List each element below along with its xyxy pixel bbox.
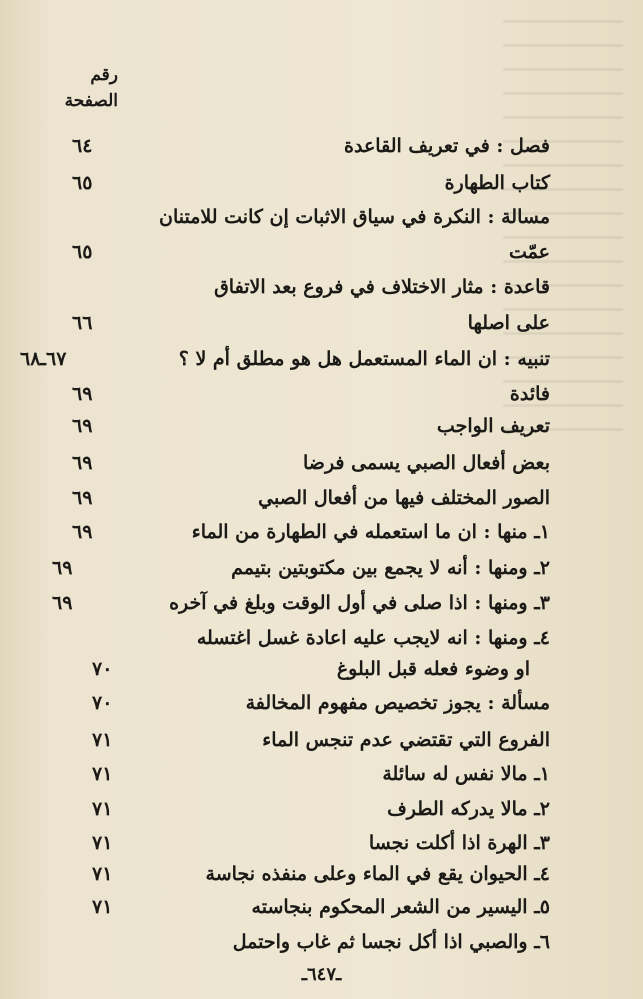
entry-page: ٧٠ (92, 692, 113, 714)
entry-title: تعريف الواجب (436, 415, 550, 437)
entry-title: ٦ـ والصبي اذا أكل نجسا ثم غاب واحتمل (232, 931, 550, 953)
entry-page: ٦٩ (72, 415, 93, 437)
footer-page-number: ـ٦٤٧ـ (301, 964, 342, 985)
entry-title: تنبيه : ان الماء المستعمل هل هو مطلق أم لا ؟ (178, 348, 550, 370)
entry-page: ٧٠ (92, 658, 113, 680)
toc-entry (72, 129, 550, 163)
entry-page: ٦٩ (52, 592, 73, 614)
entry-title: ٣ـ الهرة اذا أكلت نجسا (368, 832, 550, 854)
toc-entry (72, 446, 550, 480)
toc-entry (72, 409, 550, 443)
toc-entry (92, 792, 550, 826)
toc-entry (72, 200, 550, 234)
toc-entry (72, 377, 550, 411)
entry-page: ٧١ (92, 763, 113, 785)
entry-page: ٦٥ (72, 241, 93, 263)
entry-title: ٤ـ ومنها : انه لايجب عليه اعادة غسل اغتسله (196, 627, 550, 649)
toc-entry (92, 686, 550, 720)
entry-title: ١ـ مالا نفس له سائلة (382, 763, 550, 785)
entry-title: على اصلها (467, 312, 550, 334)
toc-entry (92, 652, 530, 686)
entry-page: ٦٧ـ٦٨ (20, 348, 67, 370)
entry-page: ٦٩ (72, 487, 93, 509)
entry-title: ٣ـ ومنها : اذا صلى في أول الوقت وبلغ في آخره (169, 592, 550, 614)
toc-entry (52, 586, 550, 620)
entry-page: ٧١ (92, 896, 113, 918)
entry-title: ٤ـ الحيوان يقع في الماء وعلى منفذه نجاسة (205, 863, 550, 885)
entry-title: فائدة (509, 383, 550, 405)
entry-title: مسألة : يجوز تخصيص مفهوم المخالفة (245, 692, 550, 714)
entry-page: ٦٩ (72, 383, 93, 405)
entry-title: كتاب الطهارة (444, 172, 550, 194)
entry-title: ٢ـ ومنها : أنه لا يجمع بين مكتوبتين بتيمم (231, 557, 550, 579)
entry-title: فصل : في تعريف القاعدة (344, 135, 550, 157)
toc-entry (72, 481, 550, 515)
toc-entry (20, 342, 550, 376)
toc-entry (92, 890, 550, 924)
entry-page: ٦٥ (72, 172, 93, 194)
entry-title: مسالة : النكرة في سياق الاثبات إن كانت للامتنان (159, 206, 550, 228)
toc-entry (72, 166, 550, 200)
header-line-2: الصفحة (64, 91, 118, 111)
entry-title: الصور المختلف فيها من أفعال الصبي (258, 487, 550, 509)
toc-entry (92, 723, 550, 757)
entry-title: عمّت (509, 241, 550, 263)
toc-entry (92, 857, 550, 891)
toc-entry (92, 757, 550, 791)
entry-page: ٧١ (92, 832, 113, 854)
entry-title: او وضوء فعله قبل البلوغ (336, 658, 530, 680)
page-number-column-header (28, 62, 118, 114)
entry-page: ٧١ (92, 798, 113, 820)
toc-entry (92, 826, 550, 860)
entry-page: ٦٩ (52, 557, 73, 579)
entry-title: ١ـ منها : ان ما استعمله في الطهارة من الماء (191, 521, 550, 543)
entry-page: ٧١ (92, 863, 113, 885)
entry-page: ٦٩ (72, 452, 93, 474)
entry-title: ٢ـ مالا يدركه الطرف (387, 798, 550, 820)
toc-entry (92, 925, 550, 959)
entry-title: بعض أفعال الصبي يسمى فرضا (303, 452, 550, 474)
toc-entry (72, 235, 550, 269)
entry-title: ٥ـ اليسير من الشعر المحكوم بنجاسته (251, 896, 550, 918)
toc-entry (72, 515, 550, 549)
toc-entry (72, 270, 550, 304)
entry-page: ٧١ (92, 729, 113, 751)
toc-entry (72, 621, 550, 655)
toc-entry (52, 551, 550, 585)
entry-page: ٦٦ (72, 312, 93, 334)
entry-page: ٦٤ (72, 135, 93, 157)
entry-title: قاعدة : مثار الاختلاف في فروع بعد الاتفاق (214, 276, 550, 298)
toc-entry (72, 306, 550, 340)
header-line-1: رقم (90, 65, 118, 85)
entry-title: الفروع التي تقتضي عدم تنجس الماء (262, 729, 550, 751)
entry-page: ٦٩ (72, 521, 93, 543)
